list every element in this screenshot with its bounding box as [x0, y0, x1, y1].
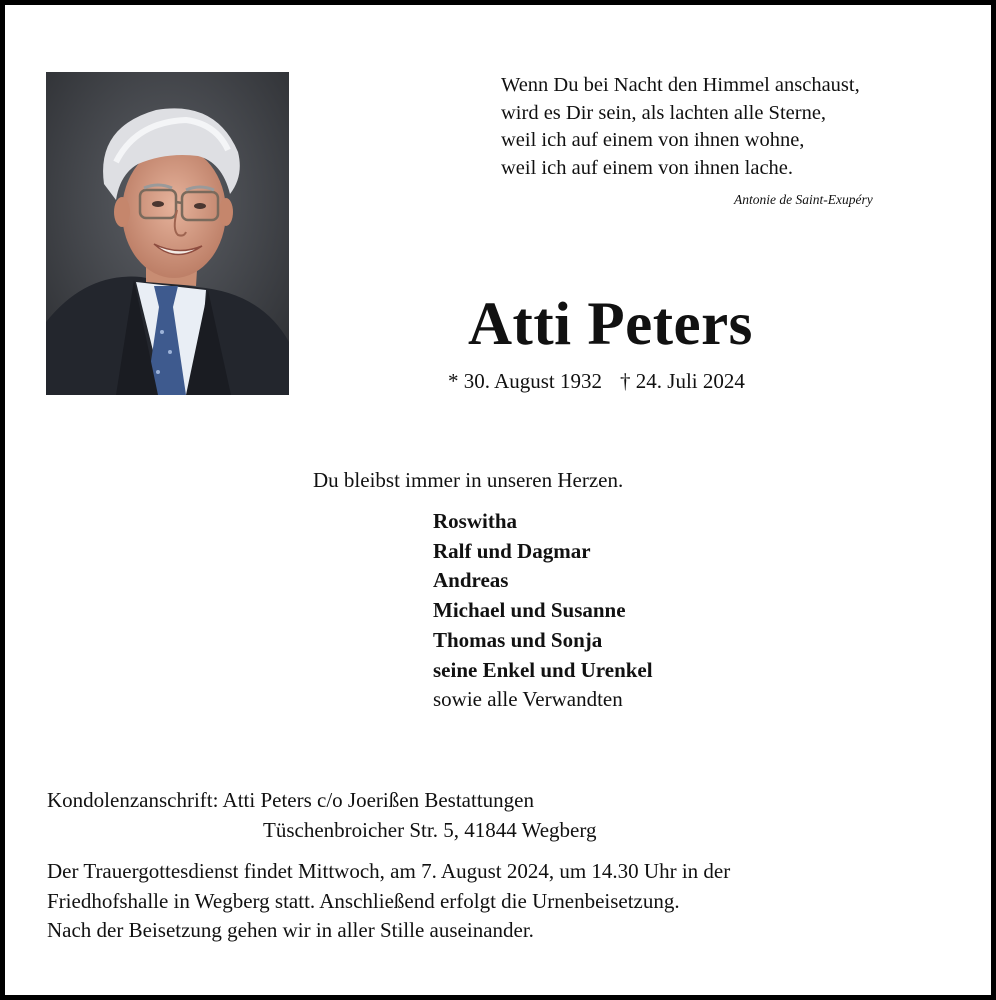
death-date: † 24. Juli 2024 [620, 369, 745, 393]
mourner-name: Roswitha [433, 509, 518, 533]
poem-author: Antonie de Saint-Exupéry [734, 192, 873, 207]
memorial-sentence: Du bleibst immer in unseren Herzen. [313, 468, 624, 492]
condolence-address [47, 785, 596, 845]
deceased-name: Atti Peters [468, 291, 753, 358]
poem [501, 72, 860, 182]
life-dates [448, 369, 745, 394]
service-line: Nach der Beisetzung gehen wir in aller Stille auseinander. [47, 918, 534, 942]
mourner-name: Michael und Susanne [433, 598, 626, 623]
condolence-line: Kondolenzanschrift: Atti Peters c/o Joerißen Bestattungen [47, 788, 534, 812]
portrait-illustration [46, 72, 289, 395]
service-line: Friedhofshalle in Wegberg statt. Anschließend erfolgt die Urnenbeisetzung. [47, 888, 680, 913]
portrait-photo [46, 72, 289, 395]
poem-line: Wenn Du bei Nacht den Himmel anschaust, [501, 74, 860, 96]
condolence-street: Tüschenbroicher Str. 5, 41844 Wegberg [263, 818, 597, 842]
poem-line: weil ich auf einem von ihnen wohne, [501, 129, 805, 152]
mourners-list [433, 507, 653, 715]
mourner-name: Thomas und Sonja [433, 627, 603, 652]
relatives-line: sowie alle Verwandten [433, 687, 623, 712]
service-line: Der Trauergottesdienst findet Mittwoch, am 7. August 2024, um 14.30 Uhr in der [47, 859, 731, 883]
mourner-name: Andreas [433, 568, 509, 593]
poem-line: wird es Dir sein, als lachten alle Sterne, [501, 101, 827, 124]
mourner-name: seine Enkel und Urenkel [433, 657, 653, 682]
service-info [47, 857, 730, 946]
poem-line: weil ich auf einem von ihnen lache. [501, 156, 794, 179]
mourner-name: Ralf und Dagmar [433, 538, 591, 563]
birth-date: * 30. August 1932 [448, 369, 603, 393]
